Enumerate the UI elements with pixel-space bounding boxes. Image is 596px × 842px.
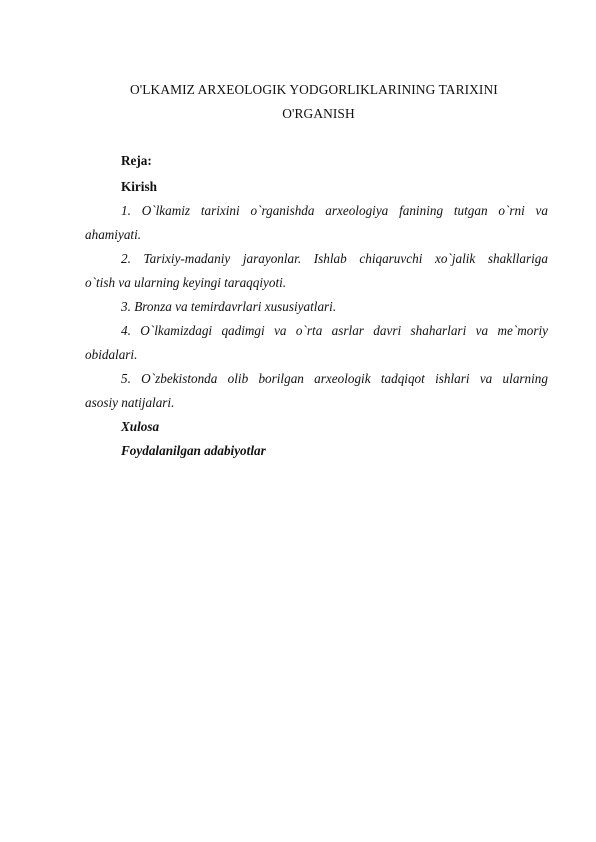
references-heading: Foydalanilgan adabiyotlar [121,443,266,458]
document-title [85,78,548,126]
plan-label: Reja: [121,153,152,168]
plan-item-5-line-2: asosiy natijalari. [85,395,175,410]
intro-heading: Kirish [121,179,157,194]
title-line-2: O'RGANISH [282,106,355,121]
plan-item-1-line-1: 1. O`lkamiz tarixini o`rganishda arxeologiya fanining tutgan o`rni va [121,203,548,218]
conclusion-heading: Xulosa [121,419,160,434]
title-line-1: O'LKAMIZ ARXEOLOGIK YODGORLIKLARINING TARIXINI [130,82,498,97]
plan-item-4-line-1: 4. O`lkamizdagi qadimgi va o`rta asrlar davri shaharlari va me`moriy [121,323,548,338]
plan-item-2-line-1: 2. Tarixiy-madaniy jarayonlar. Ishlab chiqaruvchi xo`jalik shakllariga [121,251,548,266]
plan-item-5-line-1: 5. O`zbekistonda olib borilgan arxeologik tadqiqot ishlari va ularning [121,371,548,386]
plan-item-4-line-2: obidalari. [85,347,138,362]
plan-item-2-line-2: o`tish va ularning keyingi taraqqiyoti. [85,275,287,290]
plan-item-3: 3. Bronza va temirdavrlari xususiyatlari. [121,299,337,314]
plan-item-1-line-2: ahamiyati. [85,227,142,242]
